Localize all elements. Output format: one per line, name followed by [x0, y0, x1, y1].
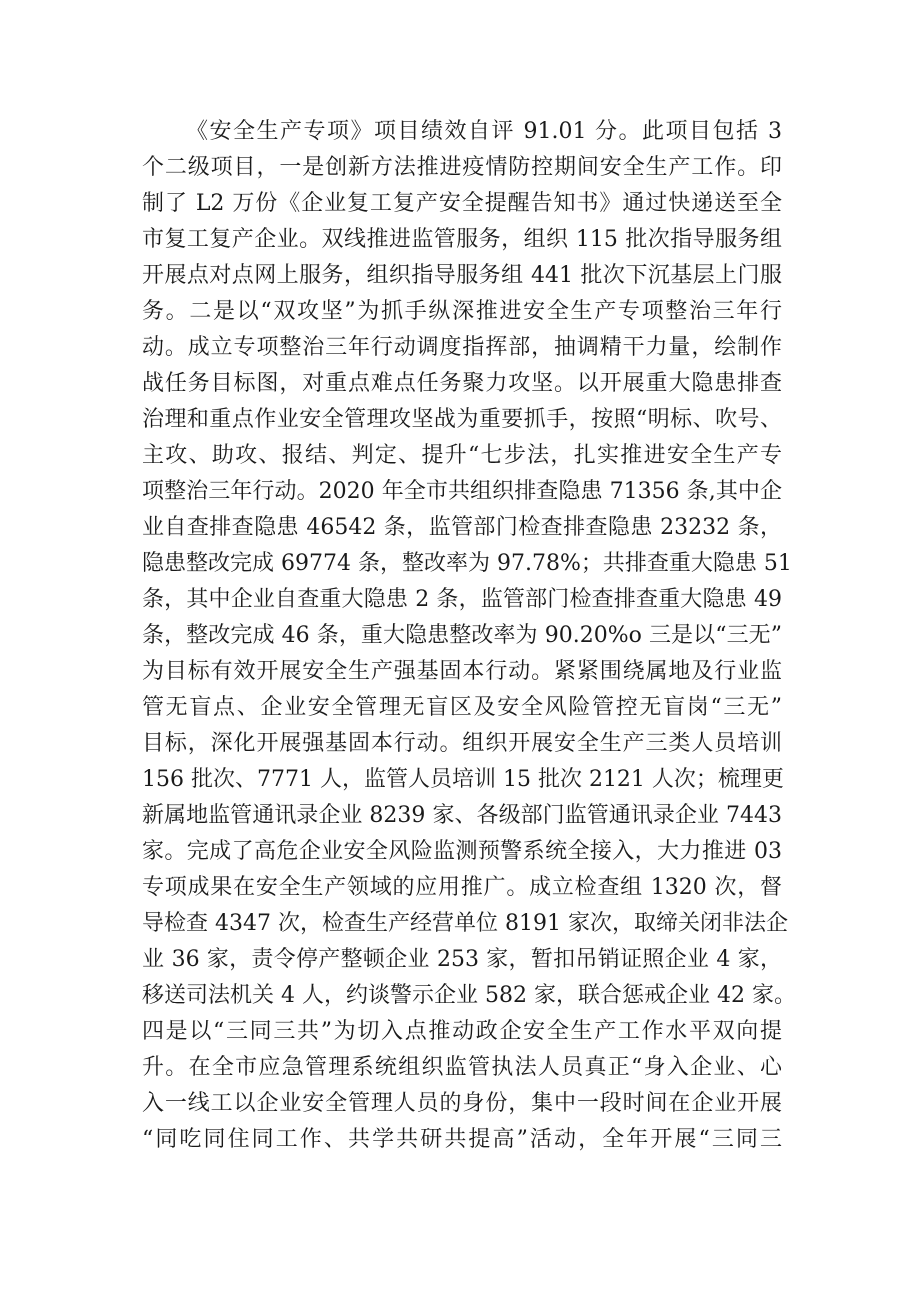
text-line: 导检查 4347 次，检查生产经营单位 8191 家次，取缔关闭非法企: [142, 911, 788, 936]
text-line: 条，整改完成 46 条，重大隐患整改率为 90.20%o 三是以“三无”: [142, 623, 782, 648]
text-line: 新属地监管通讯录企业 8239 家、各级部门监管通讯录企业 7443: [142, 803, 782, 828]
text-line: 管无盲点、企业安全管理无盲区及安全风险管控无盲岗“三无”: [142, 695, 782, 720]
text-line: 治理和重点作业安全管理攻坚战为重要抓手，按照“明标、吹号、: [142, 407, 782, 432]
text-line: 项整治三年行动。2020 年全市共组织排查隐患 71356 条,其中企: [142, 479, 782, 504]
text-line: 目标，深化开展强基固本行动。组织开展安全生产三类人员培训: [142, 731, 782, 756]
text-line: 四是以“三同三共”为切入点推动政企安全生产工作水平双向提: [142, 1019, 782, 1044]
text-line: 《安全生产专项》项目绩效自评 91.01 分。此项目包括 3: [186, 119, 782, 144]
text-line: 条，其中企业自查重大隐患 2 条，监管部门检查排查重大隐患 49: [142, 587, 782, 612]
text-line: 动。成立专项整治三年行动调度指挥部，抽调精干力量，绘制作: [142, 335, 782, 360]
text-line: 专项成果在安全生产领域的应用推广。成立检查组 1320 次，督: [142, 875, 782, 900]
text-line: 业自查排查隐患 46542 条，监管部门检查排查隐患 23232 条，: [142, 515, 782, 540]
text-line: 升。在全市应急管理系统组织监管执法人员真正“身入企业、心: [142, 1055, 782, 1080]
text-line: 为目标有效开展安全生产强基固本行动。紧紧围绕属地及行业监: [142, 659, 782, 684]
text-line: 制了 L2 万份《企业复工复产安全提醒告知书》通过快递送至全: [142, 191, 782, 216]
text-line: 主攻、助攻、报结、判定、提升“七步法，扎实推进安全生产专: [142, 443, 782, 468]
text-line: 市复工复产企业。双线推进监管服务，组织 115 批次指导服务组: [142, 227, 782, 252]
text-line: 战任务目标图，对重点难点任务聚力攻坚。以开展重大隐患排查: [142, 371, 782, 396]
text-line: 个二级项目，一是创新方法推进疫情防控期间安全生产工作。印: [142, 155, 782, 180]
text-line: 家。完成了高危企业安全风险监测预警系统全接入，大力推进 03: [142, 839, 782, 864]
text-line: 移送司法机关 4 人，约谈警示企业 582 家，联合惩戒企业 42 家。: [142, 983, 796, 1008]
text-line: 入一线工以企业安全管理人员的身份，集中一段时间在企业开展: [142, 1091, 782, 1116]
text-line: 隐患整改完成 69774 条，整改率为 97.78%；共排查重大隐患 51: [142, 551, 792, 576]
text-line: 156 批次、7771 人，监管人员培训 15 批次 2121 人次；梳理更: [142, 767, 784, 792]
text-line: 业 36 家，责令停产整顿企业 253 家，暂扣吊销证照企业 4 家，: [142, 947, 782, 972]
text-line: 务。二是以“双攻坚”为抓手纵深推进安全生产专项整治三年行: [142, 299, 782, 324]
text-line: “同吃同住同工作、共学共研共提高”活动，全年开展“三同三: [142, 1127, 782, 1152]
text-line: 开展点对点网上服务，组织指导服务组 441 批次下沉基层上门服: [142, 263, 782, 288]
